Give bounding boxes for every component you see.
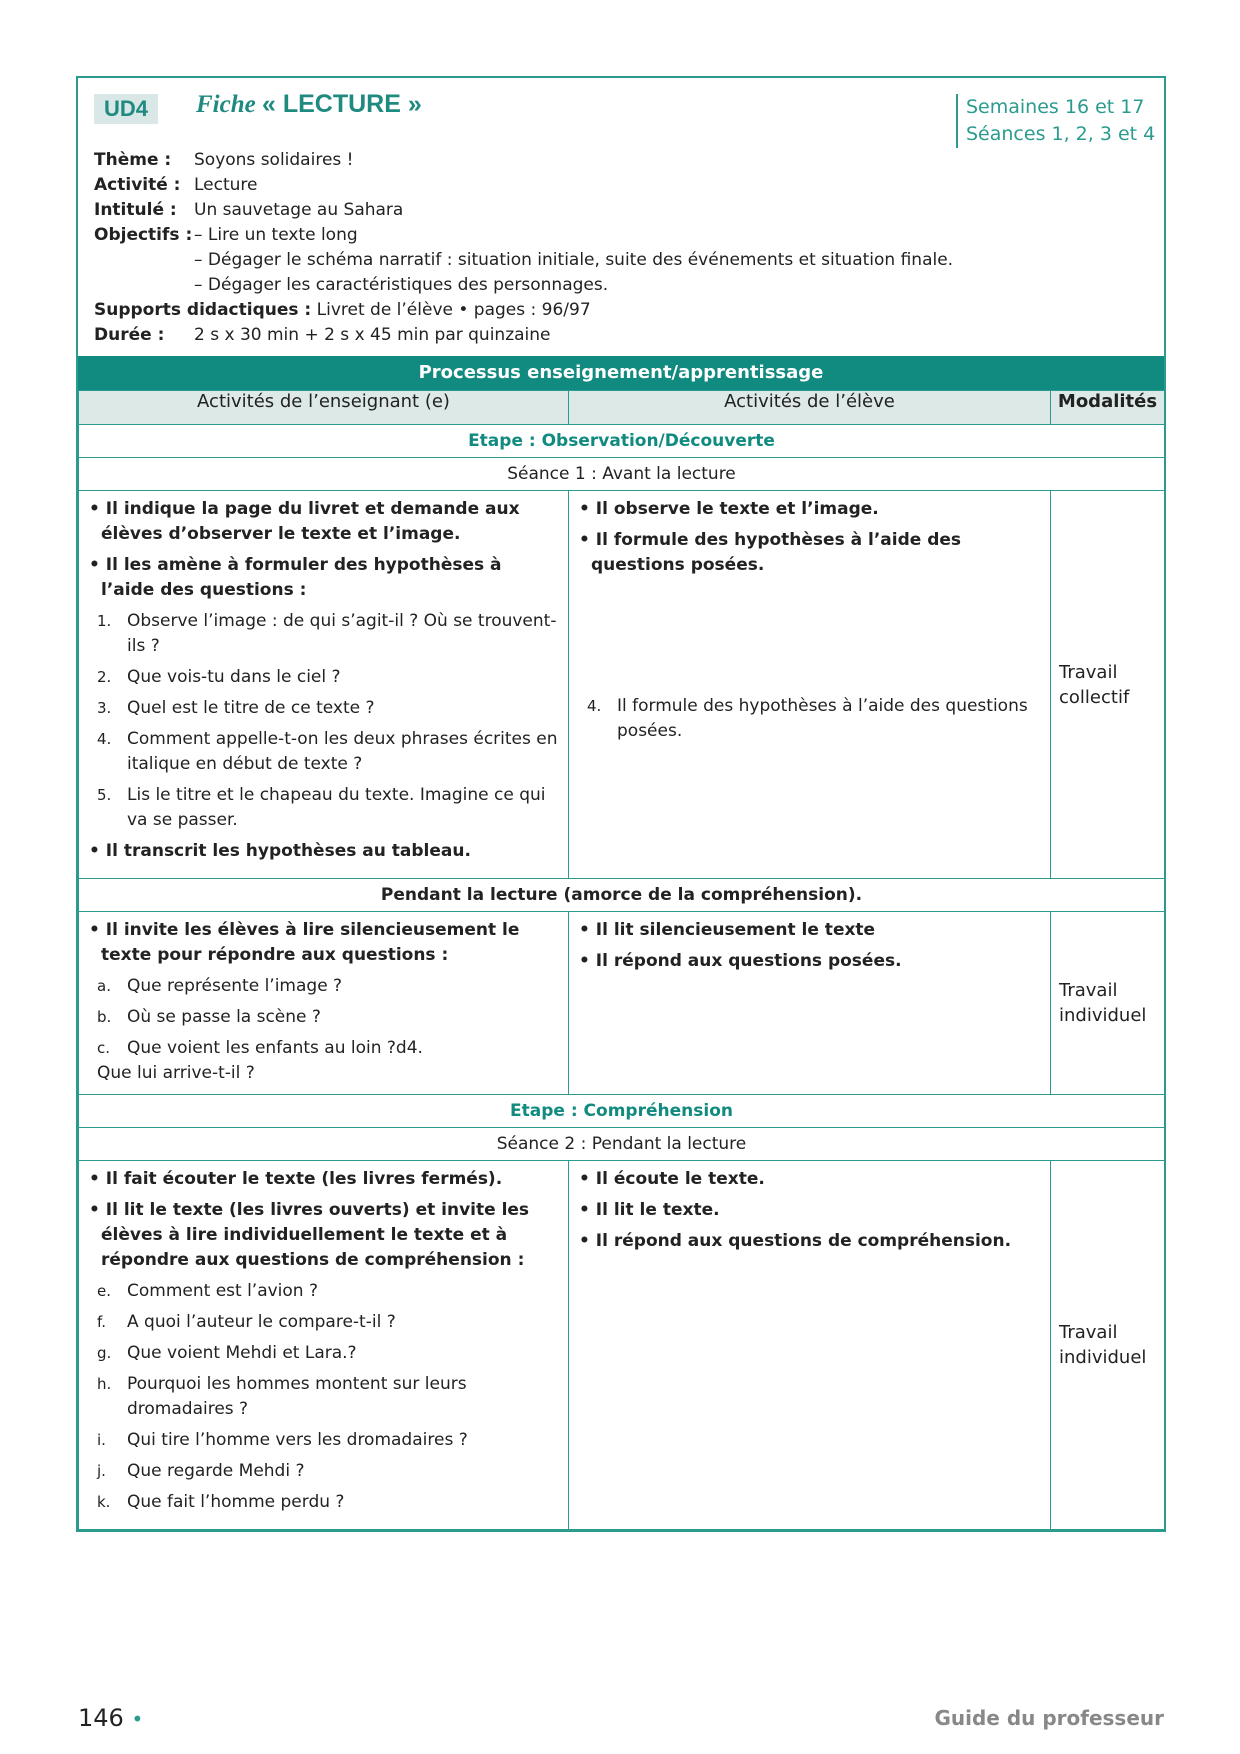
- question-text: A quoi l’auteur le compare-t-il ?: [127, 1312, 396, 1332]
- lesson-sheet: [76, 76, 1166, 1532]
- student-bullet: • Il répond aux questions posées.: [579, 951, 902, 971]
- meta-objectives: [94, 223, 953, 248]
- meta-activity: [94, 173, 953, 198]
- question-text: Pourquoi les hommes montent sur leurs dromadaires ?: [127, 1374, 467, 1419]
- student-bullet: • Il observe le texte et l’image.: [579, 499, 879, 519]
- question-item: [87, 609, 560, 659]
- question-number: e.: [97, 1282, 111, 1300]
- stage-row: Etape : Observation/Découverte: [79, 425, 1165, 458]
- extra-question: Que lui arrive-t-il ?: [97, 1063, 255, 1083]
- meta-title: [94, 198, 953, 223]
- col-mode-header: Modalités: [1051, 391, 1165, 425]
- page-number: [78, 1704, 143, 1732]
- student-bullet: • Il lit silencieusement le texte: [579, 920, 876, 940]
- question-item: [87, 1428, 560, 1453]
- table-row: [79, 1161, 1165, 1530]
- question-text: Que voient les enfants au loin ?d4.: [127, 1038, 423, 1058]
- mode-cell: Travail individuel: [1051, 1161, 1165, 1530]
- meta-label: Intitulé :: [94, 200, 177, 220]
- teacher-cell: [79, 912, 569, 1095]
- question-text: Qui tire l’homme vers les dromadaires ?: [127, 1430, 468, 1450]
- meta-label: Supports didactiques :: [94, 300, 312, 320]
- question-number: h.: [97, 1375, 112, 1393]
- question-text: Il formule des hypothèses à l’aide des questions posées.: [617, 696, 1028, 741]
- mode-cell: Travail collectif: [1051, 491, 1165, 879]
- question-item: [87, 783, 560, 833]
- question-text: Que regarde Mehdi ?: [127, 1461, 305, 1481]
- question-number: b.: [97, 1008, 112, 1026]
- meta-value: Un sauvetage au Sahara: [194, 200, 404, 220]
- col-student-header: Activités de l’élève: [569, 391, 1051, 425]
- question-number: f.: [97, 1313, 106, 1331]
- sheet-meta: [94, 148, 953, 348]
- question-number: 3.: [97, 699, 112, 717]
- teacher-bullet: • Il lit le texte (les livres ouverts) et invite les élèves à lire individuellement le texte et à répondre aux questions de compréhension :: [89, 1200, 530, 1270]
- question-text: Observe l’image : de qui s’agit-il ? Où se trouvent-ils ?: [127, 611, 557, 656]
- student-cell: [569, 491, 1051, 879]
- question-number: 5.: [97, 786, 112, 804]
- page-number-text: 146: [78, 1704, 124, 1732]
- question-number: k.: [97, 1493, 111, 1511]
- question-item: [87, 727, 560, 777]
- teacher-bullet: • Il fait écouter le texte (les livres fermés).: [89, 1169, 503, 1189]
- student-bullet: • Il écoute le texte.: [579, 1169, 765, 1189]
- student-bullet: • Il lit le texte.: [579, 1200, 720, 1220]
- question-item: [87, 696, 560, 721]
- mode-cell: Travail individuel: [1051, 912, 1165, 1095]
- activities-table: [78, 390, 1165, 1530]
- meta-label: Objectifs :: [94, 225, 193, 245]
- teacher-bullet: • Il indique la page du livret et demande aux élèves d’observer le texte et l’image.: [89, 499, 520, 544]
- meta-value: Livret de l’élève • pages : 96/97: [316, 300, 591, 320]
- teacher-cell: [79, 491, 569, 879]
- question-item: [87, 665, 560, 690]
- sheet-header: [78, 78, 1164, 356]
- meta-theme: [94, 148, 953, 173]
- schedule-box: [956, 94, 1155, 148]
- question-text: Comment appelle-t-on les deux phrases écrites en italique en début de texte ?: [127, 729, 558, 774]
- teacher-bullet: • Il transcrit les hypothèses au tableau.: [89, 841, 471, 861]
- meta-value: 2 s x 30 min + 2 s x 45 min par quinzaine: [194, 325, 551, 345]
- student-bullet: • Il répond aux questions de compréhension.: [579, 1231, 1012, 1251]
- question-text: Que vois-tu dans le ciel ?: [127, 667, 341, 687]
- meta-value: Lecture: [194, 175, 258, 195]
- question-number: g.: [97, 1344, 112, 1362]
- table-header-row: [79, 391, 1165, 425]
- sheet-title-name: « LECTURE »: [261, 90, 422, 118]
- page-bullet: •: [131, 1707, 144, 1731]
- student-cell: [569, 912, 1051, 1095]
- session-row: Séance 2 : Pendant la lecture: [79, 1128, 1165, 1161]
- footer-guide-title: Guide du professeur: [934, 1706, 1164, 1730]
- question-number: 4.: [587, 697, 602, 715]
- question-number: a.: [97, 977, 111, 995]
- table-row: [79, 491, 1165, 879]
- question-item: [87, 1279, 560, 1304]
- question-text: Que fait l’homme perdu ?: [127, 1492, 345, 1512]
- question-text: Que voient Mehdi et Lara.?: [127, 1343, 357, 1363]
- session-row: Pendant la lecture (amorce de la compréhension).: [79, 879, 1165, 912]
- question-number: i.: [97, 1431, 106, 1449]
- question-item: [87, 1005, 560, 1030]
- question-text: Que représente l’image ?: [127, 976, 343, 996]
- question-text: Comment est l’avion ?: [127, 1281, 319, 1301]
- teacher-bullet: • Il les amène à formuler des hypothèses à l’aide des questions :: [89, 555, 502, 600]
- meta-value: Soyons solidaires !: [194, 150, 354, 170]
- table-row: [79, 912, 1165, 1095]
- meta-label: Durée :: [94, 325, 165, 345]
- objective-item: – Dégager le schéma narratif : situation initiale, suite des événements et situation finale.: [194, 250, 954, 270]
- meta-duration: [94, 323, 953, 348]
- question-text: Où se passe la scène ?: [127, 1007, 321, 1027]
- stage-row: Etape : Compréhension: [79, 1095, 1165, 1128]
- question-text: Quel est le titre de ce texte ?: [127, 698, 375, 718]
- sessions-text: Séances 1, 2, 3 et 4: [966, 123, 1156, 145]
- meta-label: Activité :: [94, 175, 181, 195]
- student-bullet: • Il formule des hypothèses à l’aide des questions posées.: [579, 530, 962, 575]
- teacher-cell: [79, 1161, 569, 1530]
- question-item: [87, 1341, 560, 1366]
- question-text: Lis le titre et le chapeau du texte. Imagine ce qui va se passer.: [127, 785, 546, 830]
- sheet-title-prefix: Fiche: [196, 91, 256, 118]
- question-number: 4.: [97, 730, 112, 748]
- sheet-title: [196, 90, 422, 119]
- question-item: [87, 1036, 560, 1061]
- question-item: [577, 694, 1042, 744]
- question-item: [87, 974, 560, 999]
- question-number: c.: [97, 1039, 111, 1057]
- meta-label: Thème :: [94, 150, 172, 170]
- question-number: 2.: [97, 668, 112, 686]
- col-teacher-header: Activités de l’enseignant (e): [79, 391, 569, 425]
- session-row: Séance 1 : Avant la lecture: [79, 458, 1165, 491]
- process-title: Processus enseignement/apprentissage: [78, 356, 1164, 390]
- question-item: [87, 1372, 560, 1422]
- question-item: [87, 1310, 560, 1335]
- question-item: [87, 1490, 560, 1515]
- unit-badge: UD4: [94, 94, 158, 124]
- teacher-bullet: • Il invite les élèves à lire silencieusement le texte pour répondre aux questions :: [89, 920, 520, 965]
- student-cell: [569, 1161, 1051, 1530]
- question-number: j.: [97, 1462, 106, 1480]
- question-item: [87, 1459, 560, 1484]
- question-number: 1.: [97, 612, 112, 630]
- objective-item: – Dégager les caractéristiques des personnages.: [194, 275, 609, 295]
- meta-supports: [94, 298, 953, 323]
- objective-item: – Lire un texte long: [194, 225, 358, 245]
- weeks-text: Semaines 16 et 17: [966, 96, 1145, 118]
